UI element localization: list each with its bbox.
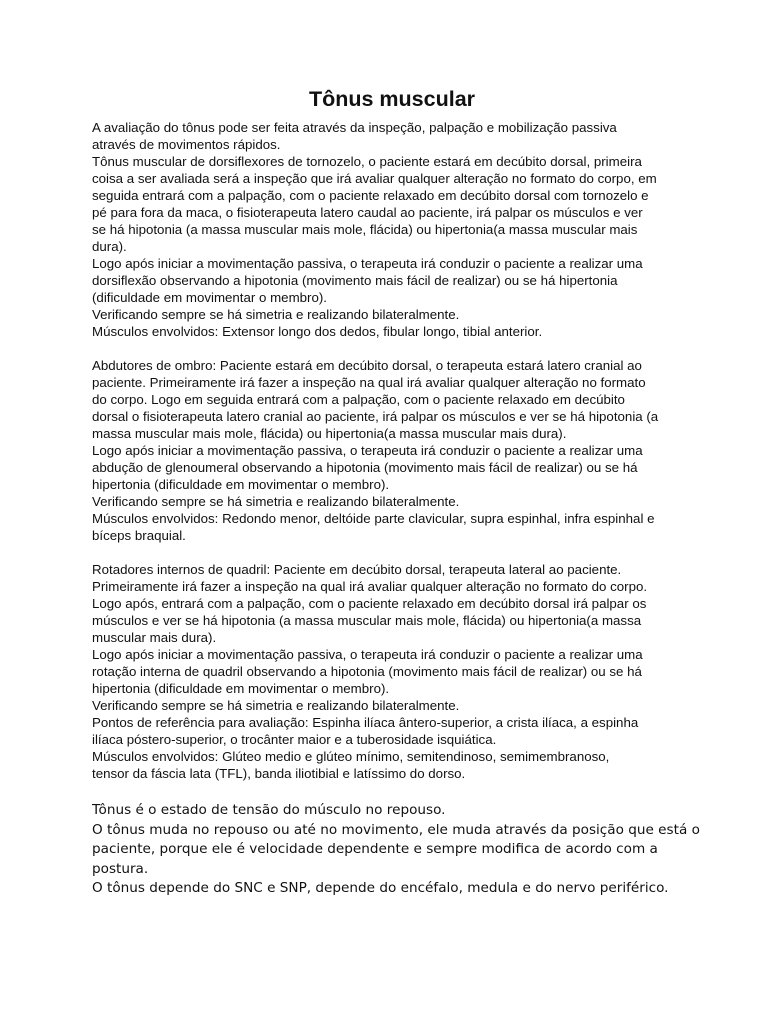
summary-line: O tônus depende do SNC e SNP, depende do encéfalo, medula e do nervo periférico.: [92, 880, 669, 897]
paragraph-line: dorsiflexão observando a hipotonia (movimento mais fácil de realizar) ou se há hipertonia: [92, 273, 618, 288]
section-dorsiflexors: [92, 119, 684, 340]
paragraph-line: hipertonia (dificuldade em movimentar o membro).: [92, 681, 390, 696]
paragraph-line: Primeiramente irá fazer a inspeção na qual irá avaliar qualquer alteração no formato do corpo.: [92, 579, 648, 594]
paragraph-line: seguida entrará com a palpação, com o paciente relaxado em decúbito dorsal com tornozelo e: [92, 188, 649, 203]
paragraph-line: tensor da fáscia lata (TFL), banda iliotibial e latíssimo do dorso.: [92, 766, 466, 781]
paragraph-line: Músculos envolvidos: Redondo menor, deltóide parte clavicular, supra espinhal, infra espinhal e: [92, 511, 655, 526]
section-shoulder-abductors: [92, 357, 684, 544]
paragraph-line: Logo após, entrará com a palpação, com o paciente relaxado em decúbito dorsal irá palpar os: [92, 596, 647, 611]
paragraph-line: Pontos de referência para avaliação: Espinha ilíaca ântero-superior, a crista ilíaca, a espinha: [92, 715, 639, 730]
summary-line: paciente, porque ele é velocidade dependente e sempre modifica de acordo com a: [92, 841, 658, 858]
summary-line: postura.: [92, 860, 149, 877]
paragraph-gap: [92, 340, 684, 357]
paragraph-line: músculos e ver se há hipotonia (a massa muscular mais mole, flácida) ou hipertonia(a massa: [92, 613, 642, 628]
paragraph-line: pé para fora da maca, o fisioterapeuta latero caudal ao paciente, irá palpar os músculos e ver: [92, 205, 643, 220]
paragraph-line: hipertonia (dificuldade em movimentar o membro).: [92, 477, 390, 492]
paragraph-line: Logo após iniciar a movimentação passiva, o terapeuta irá conduzir o paciente a realizar uma: [92, 256, 643, 271]
paragraph-line: dorsal o fisioterapeuta latero cranial ao paciente, irá palpar os músculos e ver se há hipotonia (a: [92, 409, 659, 424]
paragraph-gap: [92, 544, 684, 561]
paragraph-line: (dificuldade em movimentar o membro).: [92, 290, 327, 305]
paragraph-line: abdução de glenoumeral observando a hipotonia (movimento mais fácil de realizar) ou se há: [92, 460, 638, 475]
paragraph-line: ilíaca póstero-superior, o trocânter maior e a tuberosidade isquiática.: [92, 732, 497, 747]
paragraph-line: muscular mais dura).: [92, 630, 217, 645]
paragraph-line: paciente. Primeiramente irá fazer a inspeção na qual irá avaliar qualquer alteração no formato: [92, 375, 646, 390]
page-title: Tônus muscular: [308, 87, 476, 111]
paragraph-line: Músculos envolvidos: Glúteo medio e glúteo mínimo, semitendinoso, semimembranoso,: [92, 749, 610, 764]
paragraph-line: Abdutores de ombro: Paciente estará em decúbito dorsal, o terapeuta estará latero cranial ao: [92, 358, 642, 373]
paragraph-line: Logo após iniciar a movimentação passiva, o terapeuta irá conduzir o paciente a realizar uma: [92, 443, 643, 458]
paragraph-line: através de movimentos rápidos.: [92, 137, 281, 152]
paragraph-line: A avaliação do tônus pode ser feita através da inspeção, palpação e mobilização passiva: [92, 120, 617, 135]
paragraph-line: massa muscular mais mole, flácida) ou hipertonia(a massa muscular mais dura).: [92, 426, 567, 441]
paragraph-line: Logo após iniciar a movimentação passiva, o terapeuta irá conduzir o paciente a realizar uma: [92, 647, 643, 662]
summary-line: O tônus muda no repouso ou até no movimento, ele muda através da posição que está o: [92, 821, 700, 838]
summary-line: Tônus é o estado de tensão do músculo no repouso.: [92, 802, 446, 818]
paragraph-line: Verificando sempre se há simetria e realizando bilateralmente.: [92, 698, 460, 713]
paragraph-line: dura).: [92, 239, 127, 254]
paragraph-line: Verificando sempre se há simetria e realizando bilateralmente.: [92, 494, 460, 509]
section-hip-internal-rotators: [92, 561, 684, 782]
summary-notes: [92, 801, 700, 899]
document-page: [92, 84, 700, 899]
paragraph-line: do corpo. Logo em seguida entrará com a palpação, com o paciente relaxado em decúbito: [92, 392, 625, 407]
paragraph-line: bíceps braquial.: [92, 528, 186, 543]
paragraph-line: coisa a ser avaliada será a inspeção que irá avaliar qualquer alteração no formato do corpo, em: [92, 171, 657, 186]
paragraph-line: rotação interna de quadril observando a hipotonia (movimento mais fácil de realizar) ou se há: [92, 664, 642, 679]
paragraph-line: Rotadores internos de quadril: Paciente em decúbito dorsal, terapeuta lateral ao paciente.: [92, 562, 622, 577]
paragraph-line: Músculos envolvidos: Extensor longo dos dedos, fibular longo, tibial anterior.: [92, 324, 543, 339]
paragraph-line: Verificando sempre se há simetria e realizando bilateralmente.: [92, 307, 460, 322]
paragraph-line: Tônus muscular de dorsiflexores de tornozelo, o paciente estará em decúbito dorsal, primeira: [92, 154, 642, 169]
paragraph-line: se há hipotonia (a massa muscular mais mole, flácida) ou hipertonia(a massa muscular mais: [92, 222, 638, 237]
